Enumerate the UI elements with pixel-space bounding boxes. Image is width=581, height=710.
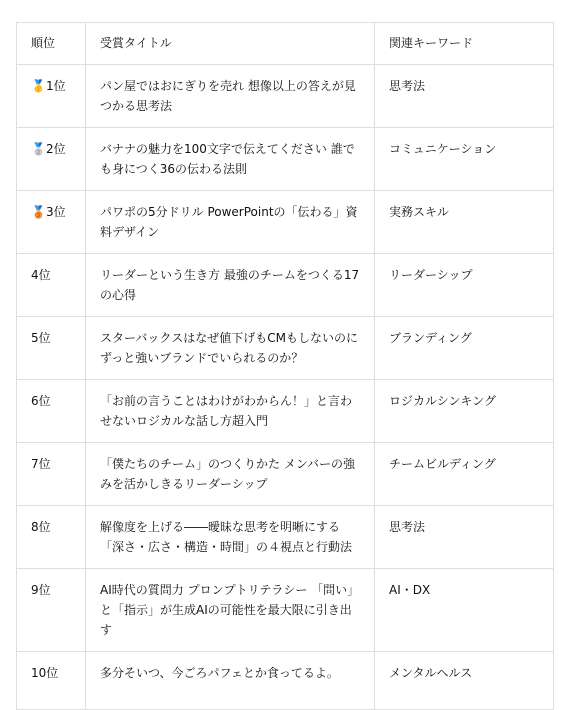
table-row xyxy=(17,254,554,317)
rank-cell: 8位 xyxy=(17,506,86,569)
rank-cell: 10位 xyxy=(17,652,86,710)
table-row xyxy=(17,65,554,128)
keyword-cell: 思考法 xyxy=(375,506,554,569)
title-cell: リーダーという生き方 最強のチームをつくる17の心得 xyxy=(86,254,375,317)
header-keyword: 関連キーワード xyxy=(375,23,554,65)
rank-cell: 7位 xyxy=(17,443,86,506)
table-row xyxy=(17,506,554,569)
title-cell: パン屋ではおにぎりを売れ 想像以上の答えが見つかる思考法 xyxy=(86,65,375,128)
rank-cell: 🥈2位 xyxy=(17,128,86,191)
table-row xyxy=(17,652,554,710)
rank-cell: 5位 xyxy=(17,317,86,380)
title-cell: バナナの魅力を100文字で伝えてください 誰でも身につく36の伝わる法則 xyxy=(86,128,375,191)
title-cell: AI時代の質問力 プロンプトリテラシー 「問い」と「指示」が生成AIの可能性を最大限に引き出す xyxy=(86,569,375,652)
table-row xyxy=(17,191,554,254)
table-header-row xyxy=(17,23,554,65)
ranking-table-container xyxy=(16,22,553,710)
rank-cell: 4位 xyxy=(17,254,86,317)
keyword-cell: 思考法 xyxy=(375,65,554,128)
table-row xyxy=(17,443,554,506)
keyword-cell: コミュニケーション xyxy=(375,128,554,191)
keyword-cell: 実務スキル xyxy=(375,191,554,254)
ranking-table xyxy=(16,22,554,710)
keyword-cell: リーダーシップ xyxy=(375,254,554,317)
table-row xyxy=(17,128,554,191)
rank-cell: 🥉3位 xyxy=(17,191,86,254)
title-cell: 多分そいつ、今ごろパフェとか食ってるよ。 xyxy=(86,652,375,710)
title-cell: 「お前の言うことはわけがわからん！」と言わせないロジカルな話し方超入門 xyxy=(86,380,375,443)
table-row xyxy=(17,569,554,652)
rank-cell: 6位 xyxy=(17,380,86,443)
table-row xyxy=(17,380,554,443)
title-cell: 「僕たちのチーム」のつくりかた メンバーの強みを活かしきるリーダーシップ xyxy=(86,443,375,506)
header-rank: 順位 xyxy=(17,23,86,65)
title-cell: パワポの5分ドリル PowerPointの「伝わる」資料デザイン xyxy=(86,191,375,254)
title-cell: スターバックスはなぜ値下げもCMもしないのにずっと強いブランドでいられるのか？ xyxy=(86,317,375,380)
rank-cell: 🥇1位 xyxy=(17,65,86,128)
keyword-cell: AI・DX xyxy=(375,569,554,652)
keyword-cell: メンタルヘルス xyxy=(375,652,554,710)
rank-cell: 9位 xyxy=(17,569,86,652)
table-body xyxy=(17,65,554,710)
title-cell: 解像度を上げる――曖昧な思考を明晰にする「深さ・広さ・構造・時間」の４視点と行動法 xyxy=(86,506,375,569)
keyword-cell: ロジカルシンキング xyxy=(375,380,554,443)
keyword-cell: チームビルディング xyxy=(375,443,554,506)
keyword-cell: ブランディング xyxy=(375,317,554,380)
header-title: 受賞タイトル xyxy=(86,23,375,65)
table-row xyxy=(17,317,554,380)
